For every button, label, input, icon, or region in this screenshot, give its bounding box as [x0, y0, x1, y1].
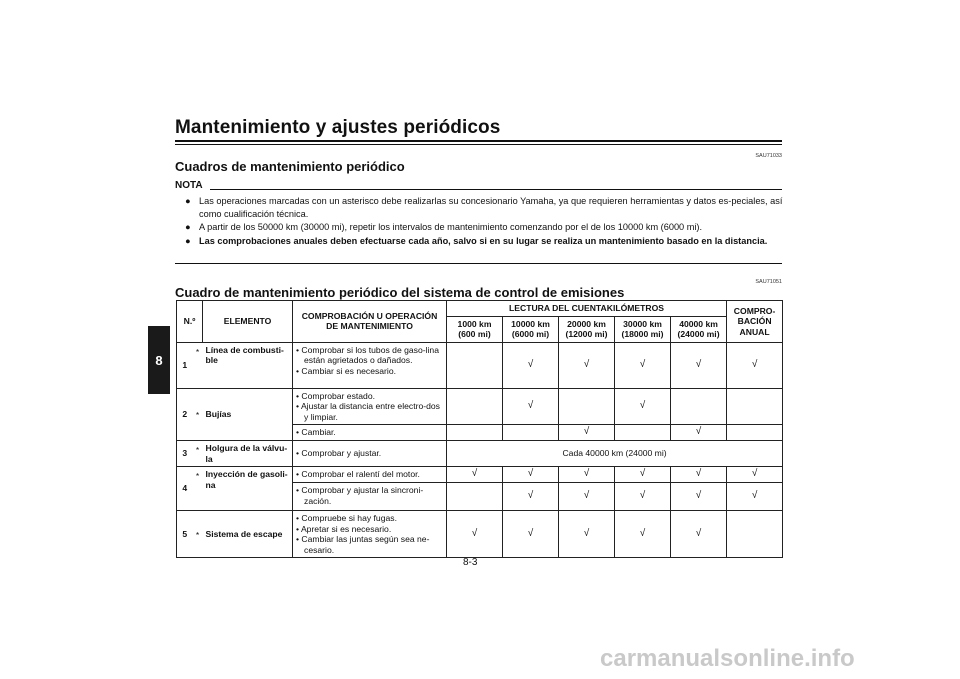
check-cell: [727, 425, 783, 441]
table-row: [177, 388, 783, 425]
header-odometer: LECTURA DEL CUENTAKILÓMETROS: [447, 301, 727, 317]
operation-item: • Ajustar la distancia entre electro-dos y limpiar.: [296, 401, 440, 422]
check-mark: √: [559, 511, 615, 558]
element-cell: Bujías: [203, 388, 293, 441]
check-mark: √: [727, 342, 783, 388]
operation-item: • Cambiar si es necesario.: [296, 365, 396, 376]
operation-item: • Apretar si es necesario.: [296, 523, 392, 534]
nota-item: [185, 221, 796, 234]
check-cell: [671, 388, 727, 425]
operation-cell: [293, 483, 447, 511]
header-km: 20000 km (12000 mi): [559, 316, 615, 342]
check-cell: [727, 388, 783, 425]
header-km: 40000 km (24000 mi): [671, 316, 727, 342]
check-mark: √: [671, 467, 727, 483]
row-number: 4: [177, 467, 193, 511]
header-no: N.º: [177, 301, 203, 343]
element-cell: Línea de combusti-ble: [203, 342, 293, 388]
chapter-tab: 8: [148, 326, 170, 394]
nota-item-text: Las comprobaciones anuales deben efectuarse cada año, salvo si en su lugar se realiza un mantenimiento basado en la distancia.: [199, 236, 768, 246]
reference-code: SAU71033: [755, 153, 782, 159]
check-mark: √: [559, 342, 615, 388]
check-mark: √: [559, 483, 615, 511]
operation-cell: [293, 342, 447, 388]
asterisk-mark: *: [193, 342, 203, 388]
check-mark: √: [615, 467, 671, 483]
operation-cell: [293, 388, 447, 425]
nota-end-rule: [175, 263, 782, 264]
check-mark: √: [671, 483, 727, 511]
title-rule: [175, 140, 782, 142]
asterisk-mark: *: [193, 467, 203, 511]
operation-item: • Comprobar y ajustar.: [296, 448, 382, 459]
bullet-icon: ●: [185, 236, 191, 246]
operation-item: • Compruebe si hay fugas.: [296, 513, 397, 523]
nota-rule: [210, 189, 782, 190]
check-mark: √: [503, 467, 559, 483]
row-number: 1: [177, 342, 193, 388]
check-mark: √: [447, 511, 503, 558]
operation-item: • Comprobar estado.: [296, 390, 375, 401]
check-mark: √: [671, 342, 727, 388]
reference-code: SAU71051: [755, 279, 782, 285]
check-mark: √: [503, 511, 559, 558]
check-mark: √: [503, 342, 559, 388]
check-cell: [727, 511, 783, 558]
table-row: [177, 441, 783, 467]
bullet-icon: ●: [185, 196, 191, 206]
check-mark: √: [503, 388, 559, 425]
operation-item: • Cambiar las juntas según sea ne-cesario.: [296, 534, 430, 555]
nota-item-text: Las operaciones marcadas con un asterisco debe realizarlas su concesionario Yamaha, ya que requieren herramientas y datos es-peciales, así como cualificación técnica.: [199, 196, 783, 219]
operation-item: • Comprobar y ajustar la sincroni-zación.: [296, 485, 424, 506]
maintenance-table: [176, 300, 783, 558]
nota-item: [185, 235, 796, 248]
title-rule-thin: [175, 144, 782, 145]
check-mark: √: [727, 467, 783, 483]
asterisk-mark: *: [193, 511, 203, 558]
row-number: 3: [177, 441, 193, 467]
operation-cell: [293, 511, 447, 558]
check-mark: √: [615, 483, 671, 511]
page-title: Mantenimiento y ajustes periódicos: [175, 117, 501, 138]
section-heading: Cuadros de mantenimiento periódico: [175, 159, 405, 174]
operation-cell: [293, 425, 447, 441]
operation-cell: [293, 441, 447, 467]
nota-label: NOTA: [175, 180, 203, 191]
check-cell: [615, 425, 671, 441]
table-heading: Cuadro de mantenimiento periódico del sistema de control de emisiones: [175, 285, 625, 300]
element-cell: Inyección de gasoli-na: [203, 467, 293, 511]
check-mark: √: [503, 483, 559, 511]
check-cell: [447, 342, 503, 388]
header-km: 10000 km (6000 mi): [503, 316, 559, 342]
check-mark: √: [559, 425, 615, 441]
watermark: carmanualsonline.info: [600, 645, 855, 672]
header-operation: COMPROBACIÓN U OPERACIÓN DE MANTENIMIENTO: [293, 301, 447, 343]
bullet-icon: ●: [185, 222, 191, 232]
check-mark: √: [615, 388, 671, 425]
check-cell: [447, 425, 503, 441]
header-km: 1000 km (600 mi): [447, 316, 503, 342]
operation-item: • Cambiar.: [296, 427, 336, 437]
asterisk-mark: *: [193, 388, 203, 441]
check-mark: √: [447, 467, 503, 483]
table-row: [177, 511, 783, 558]
table-row: [177, 467, 783, 483]
check-mark: √: [671, 511, 727, 558]
nota-item-text: A partir de los 50000 km (30000 mi), repetir los intervalos de mantenimiento comenzando por el de los 10000 km (6000 mi).: [199, 222, 703, 232]
check-mark: √: [615, 342, 671, 388]
element-cell: Holgura de la válvu-la: [203, 441, 293, 467]
page-number: 8-3: [463, 557, 478, 568]
row-number: 5: [177, 511, 193, 558]
check-cell: [447, 483, 503, 511]
check-cell: [447, 388, 503, 425]
row-number: 2: [177, 388, 193, 441]
header-element: ELEMENTO: [203, 301, 293, 343]
check-cell: [559, 388, 615, 425]
check-mark: √: [671, 425, 727, 441]
asterisk-mark: *: [193, 441, 203, 467]
table-row: [177, 342, 783, 388]
operation-cell: [293, 467, 447, 483]
nota-item: [185, 195, 796, 221]
operation-item: • Comprobar si los tubos de gaso-lina están agrietados o dañados.: [296, 344, 439, 365]
header-annual: COMPRO-BACIÓN ANUAL: [727, 301, 783, 343]
operation-item: • Comprobar el ralentí del motor.: [296, 469, 420, 479]
header-km: 30000 km (18000 mi): [615, 316, 671, 342]
check-cell: [503, 425, 559, 441]
check-mark: √: [615, 511, 671, 558]
interval-span-cell: Cada 40000 km (24000 mi): [447, 441, 783, 467]
check-mark: √: [727, 483, 783, 511]
element-cell: Sistema de escape: [203, 511, 293, 558]
check-mark: √: [559, 467, 615, 483]
